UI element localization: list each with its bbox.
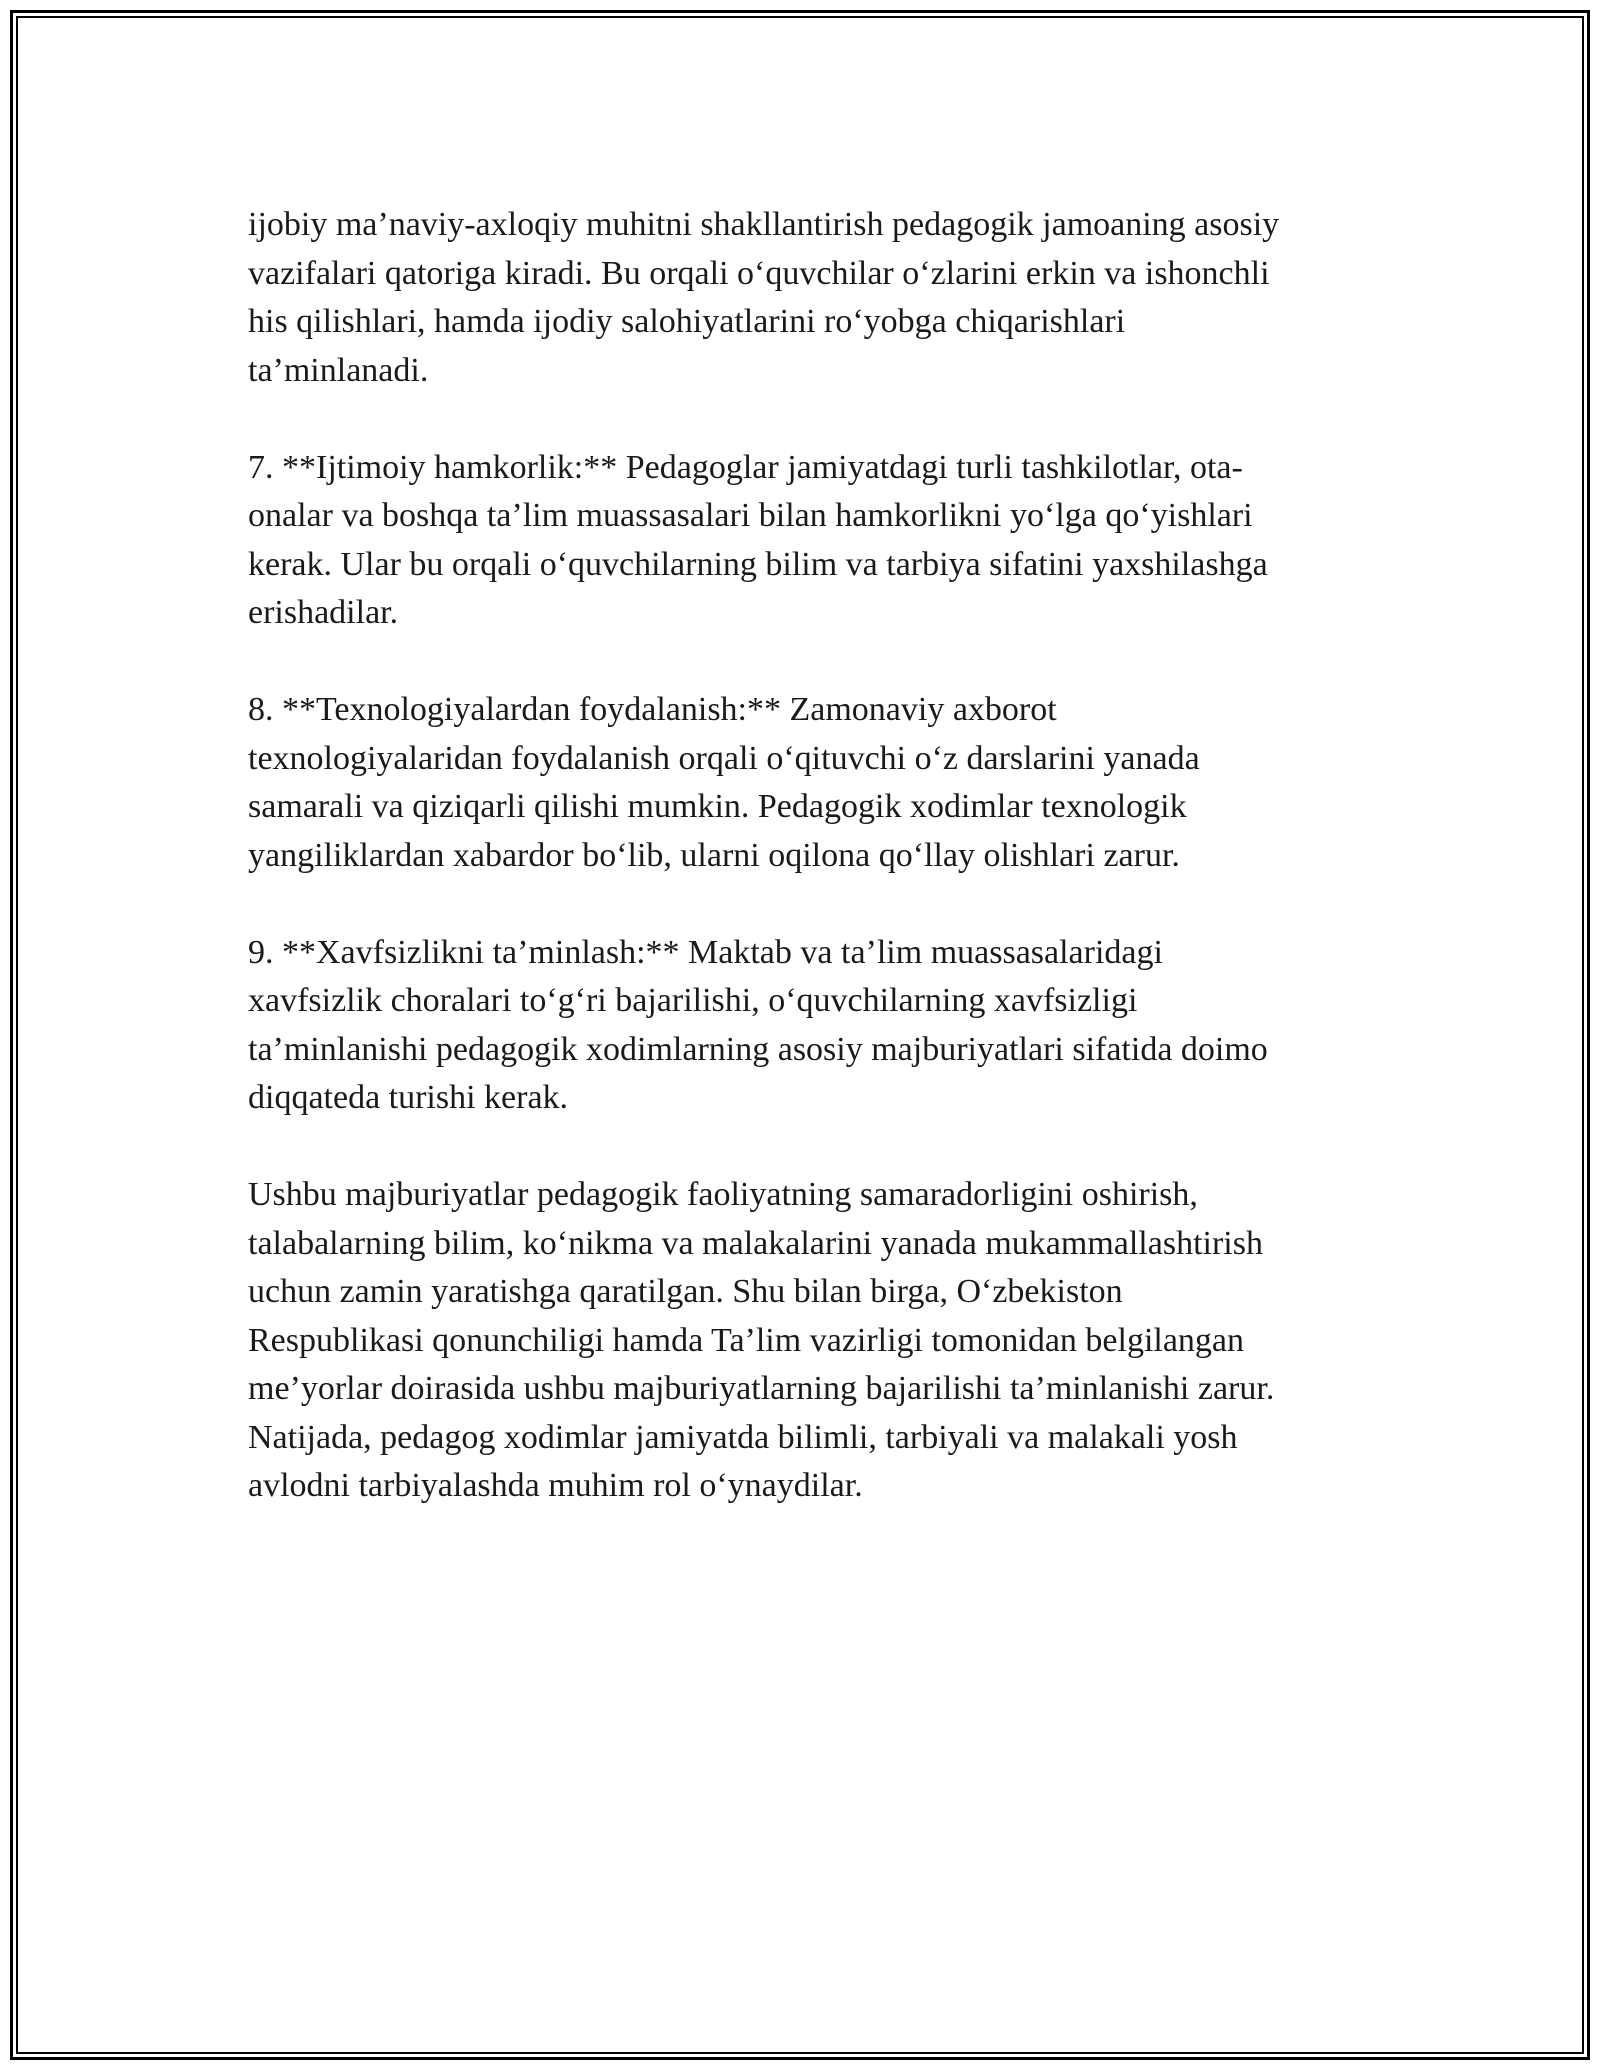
paragraph-intro: ijobiy ma’naviy-axloqiy muhitni shakllantirish pedagogik jamoaning asosiy vazifalari qatoriga kiradi. Bu orqali o‘quvchilar o‘zlarini erkin va ishonchli his qilishlari, hamda ijodiy salohiyatlarini ro‘yobga chiqarishlari ta’minlanadi.: [248, 206, 1280, 389]
page-frame: [10, 10, 1590, 2060]
document-body: [248, 201, 1378, 1511]
paragraph-item-7: 7. **Ijtimoiy hamkorlik:** Pedagoglar jamiyatdagi turli tashkilotlar, ota- onalar va boshqa ta’lim muassasalari bilan hamkorlikni yo‘lga qo‘yishlari kerak. Ular bu orqali o‘quvchilarning bilim va tarbiya sifatini yaxshilashga erishadilar.: [248, 448, 1268, 631]
paragraph-conclusion: Ushbu majburiyatlar pedagogik faoliyatning samaradorligini oshirish, talabalarning bilim, ko‘nikma va malakalarini yanada mukammallashtirish uchun zamin yaratishga qaratilgan. Shu bilan birga, O‘zbekiston Respublikasi qonunchiligi hamda Ta’lim vazirligi tomonidan belgilangan me’yorlar doirasida ushbu majburiyatlarning bajarilishi ta’minlanishi zarur. Natijada, pedagog xodimlar jamiyatda bilimli, tarbiyali va malakali yosh avlodni tarbiyalashda muhim rol o‘ynaydilar.: [248, 1176, 1275, 1504]
paragraph-item-8: 8. **Texnologiyalardan foydalanish:** Zamonaviy axborot texnologiyalaridan foydalanish orqali o‘qituvchi o‘z darslarini yanada samarali va qiziqarli qilishi mumkin. Pedagogik xodimlar texnologik yangiliklardan xabardor bo‘lib, ularni oqilona qo‘llay olishlari zarur.: [248, 691, 1200, 874]
paragraph-item-9: 9. **Xavfsizlikni ta’minlash:** Maktab va ta’lim muassasalaridagi xavfsizlik choralari to‘g‘ri bajarilishi, o‘quvchilarning xavfsizligi ta’minlanishi pedagogik xodimlarning asosiy majburiyatlari sifatida doimo diqqateda turishi kerak.: [248, 933, 1268, 1116]
